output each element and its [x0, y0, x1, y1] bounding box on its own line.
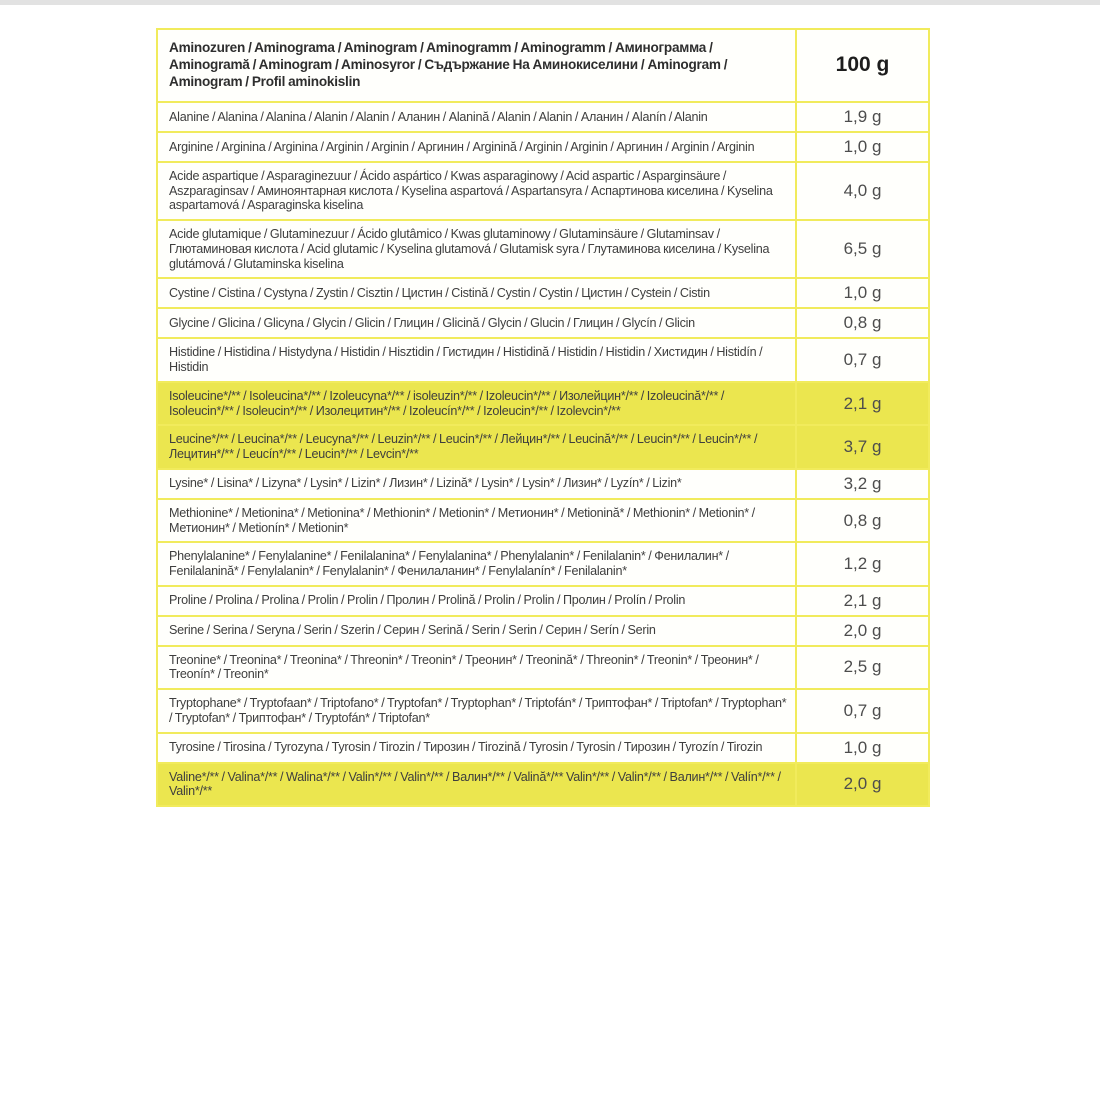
amino-acid-value: 1,2 g: [796, 542, 929, 585]
amino-acid-label: Alanine / Alanina / Alanina / Alanin / Alanin / Аланин / Alanină / Alanin / Alanin / Аланин / Alanín / Alanin: [157, 102, 796, 132]
amino-acid-value: 2,5 g: [796, 646, 929, 689]
amino-acid-label: Acide glutamique / Glutaminezuur / Ácido glutâmico / Kwas glutaminowy / Glutaminsäure / Glutaminsav / Глютаминовая кислота / Acid glutamic / Kyselina glutamová / Glutamisk syra / Глутаминова киселина / Kyselina glutámová / Glutaminska kiselina: [157, 220, 796, 278]
amino-acid-label: Tyrosine / Tirosina / Tyrozyna / Tyrosin / Tirozin / Тирозин / Tirozină / Tyrosin / Tyrosin / Тирозин / Tyrozín / Tirozin: [157, 733, 796, 763]
amino-acid-value: 6,5 g: [796, 220, 929, 278]
amino-acid-value: 2,0 g: [796, 763, 929, 806]
table-row: [157, 308, 929, 338]
amino-acid-label: Leucine*/** / Leucina*/** / Leucyna*/** / Leuzin*/** / Leucin*/** / Лейцин*/** / Leucină*/** / Leucin*/** / Leucin*/** / Лецитин*/** / Leucín*/** / Leucin*/** / Levcin*/**: [157, 425, 796, 468]
amino-acid-label: Proline / Prolina / Prolina / Prolin / Prolin / Пролин / Prolină / Prolin / Prolin / Пролин / Prolín / Prolin: [157, 586, 796, 616]
amino-acid-value: 1,0 g: [796, 278, 929, 308]
amino-acid-value: 2,1 g: [796, 586, 929, 616]
amino-acid-label: Cystine / Cistina / Cystyna / Zystin / Cisztin / Цистин / Cistină / Cystin / Cystin / Цистин / Cystein / Cistin: [157, 278, 796, 308]
header-title: Aminozuren / Aminograma / Aminogram / Aminogramm / Aminogramm / Аминограмма / Aminogramă / Aminogram / Aminosyror / Съдържание На Аминокиселини / Aminogram / Aminogram / Profil aminokislin: [157, 29, 796, 102]
table-row: [157, 763, 929, 806]
table-row: [157, 102, 929, 132]
amino-acid-label: Histidine / Histidina / Histydyna / Histidin / Hisztidin / Гистидин / Histidină / Histidin / Histidin / Хистидин / Histidín / Histidin: [157, 338, 796, 381]
amino-acid-label: Glycine / Glicina / Glicyna / Glycin / Glicin / Глицин / Glicină / Glycin / Glucin / Глицин / Glycín / Glicin: [157, 308, 796, 338]
amino-acid-value: 2,1 g: [796, 382, 929, 425]
amino-acid-value: 3,7 g: [796, 425, 929, 468]
amino-acid-value: 1,0 g: [796, 132, 929, 162]
table-row: [157, 542, 929, 585]
table-body: [157, 102, 929, 806]
amino-acid-label: Tryptophane* / Tryptofaan* / Triptofano* / Tryptofan* / Tryptophan* / Triptofán* / Триптофан* / Triptofan* / Tryptophan* / Tryptofan* / Триптофан* / Tryptofán* / Triptofan*: [157, 689, 796, 732]
amino-acid-value: 2,0 g: [796, 616, 929, 646]
amino-acid-label: Valine*/** / Valina*/** / Walina*/** / Valin*/** / Valin*/** / Валин*/** / Valină*/** Valin*/** / Valin*/** / Валин*/** / Valín*/** / Valin*/**: [157, 763, 796, 806]
amino-acid-label: Treonine* / Treonina* / Treonina* / Threonin* / Treonin* / Треонин* / Treonină* / Threonin* / Treonin* / Треонин* / Treonín* / Treonin*: [157, 646, 796, 689]
table-row: [157, 469, 929, 499]
table-row: [157, 220, 929, 278]
table-row: [157, 586, 929, 616]
table-row: [157, 646, 929, 689]
amino-acid-value: 0,7 g: [796, 338, 929, 381]
amino-acid-label: Isoleucine*/** / Isoleucina*/** / Izoleucyna*/** / isoleuzin*/** / Izoleucin*/** / Изолейцин*/** / Izoleucină*/** / Isoleucin*/** / Isoleucin*/** / Изолецитин*/** / Izoleucín*/** / Izoleucin*/** / Izolevcin*/**: [157, 382, 796, 425]
header-row: [157, 29, 929, 102]
amino-acid-label: Acide aspartique / Asparaginezuur / Ácido aspártico / Kwas asparaginowy / Acid aspartic / Asparginsäure / Aszparaginsav / Аминоянтарная кислота / Kyselina aspartová / Aspartansyra / Аспартинова киселина / Kyselina aspartamová / Asparaginska kiselina: [157, 162, 796, 220]
table-row: [157, 733, 929, 763]
amino-acid-label: Lysine* / Lisina* / Lizyna* / Lysin* / Lizin* / Лизин* / Lizină* / Lysin* / Lysin* / Лизин* / Lyzín* / Lizin*: [157, 469, 796, 499]
table-row: [157, 689, 929, 732]
table-row: [157, 499, 929, 542]
table-header: [157, 29, 929, 102]
amino-acid-value: 0,8 g: [796, 499, 929, 542]
amino-acid-value: 0,8 g: [796, 308, 929, 338]
amino-acid-value: 3,2 g: [796, 469, 929, 499]
amino-acid-label: Serine / Serina / Seryna / Serin / Szerin / Серин / Serină / Serin / Serin / Серин / Serín / Serin: [157, 616, 796, 646]
amino-acid-label: Methionine* / Metionina* / Metionina* / Methionin* / Metionin* / Метионин* / Metionină* / Methionin* / Metionin* / Метионин* / Metionín* / Metionin*: [157, 499, 796, 542]
table-row: [157, 425, 929, 468]
header-serving-size: 100 g: [796, 29, 929, 102]
table-row: [157, 338, 929, 381]
amino-acid-value: 0,7 g: [796, 689, 929, 732]
table-row: [157, 382, 929, 425]
amino-acid-value: 4,0 g: [796, 162, 929, 220]
amino-acid-label: Phenylalanine* / Fenylalanine* / Fenilalanina* / Fenylalanina* / Phenylalanin* / Fenilalanin* / Фенилалин* / Fenilalanină* / Fenylalanin* / Fenylalanin* / Фенилаланин* / Fenylalanín* / Fenilalanin*: [157, 542, 796, 585]
table-row: [157, 162, 929, 220]
amino-acid-label: Arginine / Arginina / Arginina / Arginin / Arginin / Аргинин / Arginină / Arginin / Arginin / Аргинин / Arginin / Arginin: [157, 132, 796, 162]
table-row: [157, 132, 929, 162]
amino-acid-value: 1,0 g: [796, 733, 929, 763]
aminogram-table: [156, 28, 930, 807]
amino-acid-value: 1,9 g: [796, 102, 929, 132]
table-row: [157, 278, 929, 308]
table-row: [157, 616, 929, 646]
top-strip: [0, 0, 1100, 5]
